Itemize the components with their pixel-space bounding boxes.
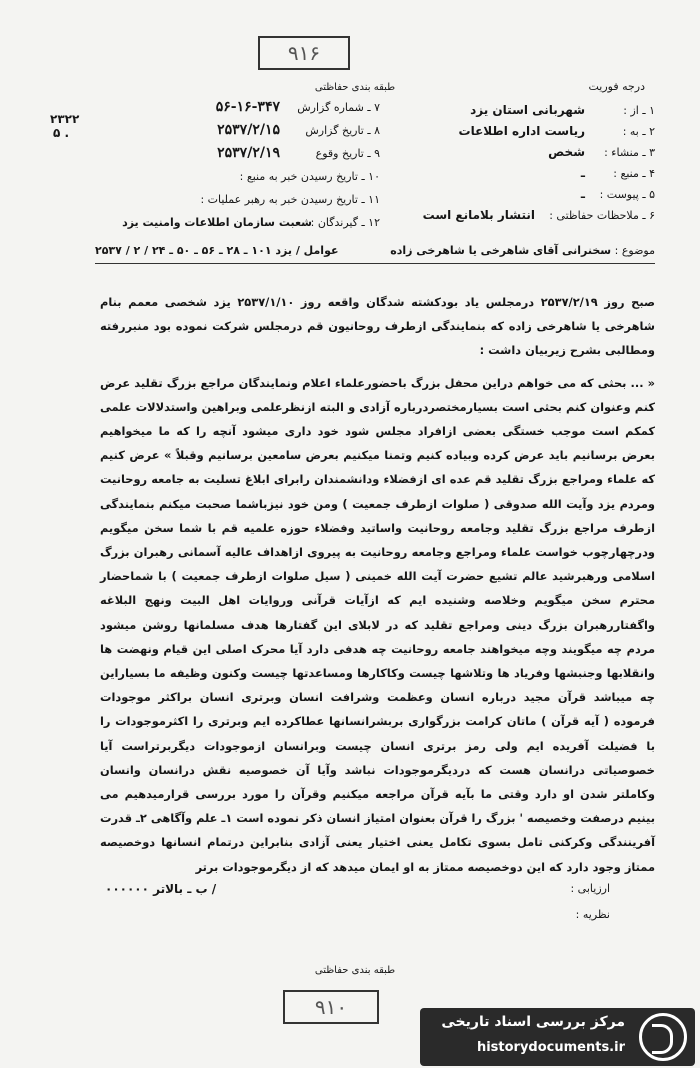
body-quote-paragraph: « ... بحثی که می خواهم دراین محفل بزرگ باحضورعلماء اعلام ونمایندگان مراجع بزرگ تقلید عرض کنم وعنوان کنم بحثی است بسیارمختصردرباره آزادی و البته ازنظرعلمی وبراهین واستدلالات علمی کمکم است موجب خستگی بعضی ازافراد مجلس شود خود داری میشود آنچه را که ما میخواهیم بعرض برسانیم باید عرض کرده وبیاده کنیم وتمنا میکنیم بعرض سامعین برسانیم وقبلاً » عرض کنیم که علماء ومراجع بزرگ تقلید قم عده ای ازفضلاء ودانشمندان رابرای ابلاغ تسلیت به جامعه روحانیت ومردم یزد وآیت الله صدوقی ( صلوات ازطرف جمعیت ) ومن خود نیزباشما صحبت میکنم بنمایندگی ازطرف مراجع بزرگ تقلید وجامعه روحانیت واساتید وفضلاء حوزه علمیه قم با شما سخن میگویم ودرچهارچوب خواست علماء ومراجع وجامعه روحانیت به پیروی ازاهداف عالیه آسمانی رهبران بزرگ اسلامی ورهبرشید عالم تشیع حضرت آیت الله خمینی ( سیل صلوات ازطرف جمعیت ) با شماحضار محترم سخن میگویم وخلاصه وشنیده ایم که ازآیات قرآنی وروایات اهل البیت ونهج البلاغه واگفتاررهبران بزرگ دینی ومراجع تقلید که در لابلای این گفتارها هدف مسلمانها روشن میشود مردم چه میگویند وچه میخواهند جامعه روحانیت چه هدفی دارد آیا محرک اصلی این قیام ونهضت ها وانقلابها وجنبشها وفریاد ها وتلاشها چیست وکاکارها ومساعدتها چیست وکنون وظیفه ما بسیاراین چه میباشد قرآن مجید درباره انسان وعظمت وشرافت انسان وبرتری انسان براکثر موجودات فرموده ( آیه قرآن ) ماتان کرامت بزرگواری بربشرانسانها عطاکرده ایم وبرتری را اکثرموجودات را با فضیلت آفریده ایم ولی رمز برتری انسان چیست وبرانسان ازموجودات دیگربرتراست آیا خصوصیاتی درانسان هست که دردیگرموجودات نباشد وآیا آن خصوصیه نقش درانسان وانسان وکاملتر شدن او دارد وقتی ما بآیه قرآن مراجعه میکنیم وقرآن را مورد بررسی قرارمیدهیم می بینیم درصفت وخصیصه ' بزرگ را قرآن بعنوان امتیاز انسان ذکر نموده است ۱ـ علم وآگاهی ۲ـ قدرت آفرینندگی وکرکنی تامل بسوی تکامل یعنی اختیار یعنی آزادی بنابراین درتمام انسانها دوخصیصه ممتاز وجود دارد که این دوخصیصه ممتاز به او ایمان میدهد که از دیگرموجودات برتر [100,375,655,874]
field-value: شعبت سازمان اطلاعات وامنیت یزد [122,216,312,229]
header-right-fields [365,100,655,226]
field-label: ۲ ـ به : [622,125,655,138]
header-field-news-to-leader [85,188,380,211]
divider [95,263,655,264]
opinion-label: نظریه : [575,908,610,921]
classification-label-top: طبقه بندی حفاظتی [314,82,396,93]
watermark-logo [420,1008,695,1066]
registry-stamp-bottom: ۹۱۰ [283,990,379,1024]
field-value: ۲۵۳۷/۲/۱۹ [217,145,280,161]
field-label: ۸ ـ تاریخ گزارش [305,124,380,137]
field-label: ۶ ـ ملاحظات حفاظتی : [549,209,655,222]
field-value: شخص [548,145,585,159]
header-left-fields [85,96,380,234]
header-field-report-date [85,119,380,142]
header-field-report-number [85,96,380,119]
archive-emblem-icon [639,1013,687,1061]
field-value: ریاست اداره اطلاعات [458,124,585,138]
continued-note: / ب ـ بالاتر ۰۰۰۰۰۰ [105,882,217,896]
subject-reference: عوامل / یزد ۱۰۱ ـ ۲۸ ـ ۵۶ ـ ۵۰ ـ ۲۴ / ۲ / ۲۵۳۷ [95,244,339,257]
header-field-origin [365,142,655,163]
field-value: شهربانی استان یزد [470,103,585,117]
field-label: ۱۲ ـ گیرندگان : [310,216,380,229]
header-field-from [365,100,655,121]
logo-org-name: مرکز بررسی اسناد تاریخی [441,1014,625,1030]
field-label: ۴ ـ منبع : [613,167,655,180]
field-label: ۵ ـ پیوست : [599,188,655,201]
field-label: ۷ ـ شماره گزارش [297,101,380,114]
field-label: ۹ ـ تاریخ وقوع [315,147,380,160]
field-value: ۵۶-۱۶-۳۴۷ [215,99,280,115]
header-field-event-date [85,142,380,165]
field-value: انتشار بلامانع است [422,208,535,222]
field-label: ۱ ـ از : [623,104,655,117]
classification-label-bottom: طبقه بندی حفاظتی [314,965,396,976]
logo-website: historydocuments.ir [476,1040,625,1055]
field-value: ـ [580,166,585,180]
subject-block [390,244,655,257]
field-label: ۳ ـ منشاء : [604,146,655,159]
subject-label: موضوع : [614,244,655,257]
report-body [100,290,655,879]
header-field-news-to-source [85,165,380,188]
header-field-source [365,163,655,184]
header-field-protection [365,205,655,226]
evaluation-label: ارزیابی : [570,882,610,895]
priority-label: درجه فوریت [588,80,645,93]
registry-stamp-top: ۹۱۶ [258,36,350,70]
header-field-to [365,121,655,142]
header-field-attachment [365,184,655,205]
field-label: ۱۰ ـ تاریخ رسیدن خبر به منبع : [239,170,380,183]
subject-text: سخنرانی آقای شاهرخی یا شاهرخی زاده [390,244,612,257]
field-value: ـ [580,187,585,201]
field-value: ۲۵۳۷/۲/۱۵ [217,122,280,138]
header-field-recipients [85,211,380,234]
body-intro-paragraph: صبح روز ۲۵۳۷/۲/۱۹ درمجلس یاد بودکشته شدگان واقعه روز ۲۵۳۷/۱/۱۰ یزد شخصی معمم بنام شاهرخی یا شاهرخی زاده که بنمایندگی ازطرف روحانیون قم درمجلس شرکت نموده بود منبررفته ومطالبی بشرح زیربیان داشت : [100,295,655,358]
field-label: ۱۱ ـ تاریخ رسیدن خبر به رهبر عملیات : [200,193,380,206]
subject-row [95,244,655,257]
margin-handwritten-mark: ۲۳۲۲ ۵ . [50,112,80,140]
